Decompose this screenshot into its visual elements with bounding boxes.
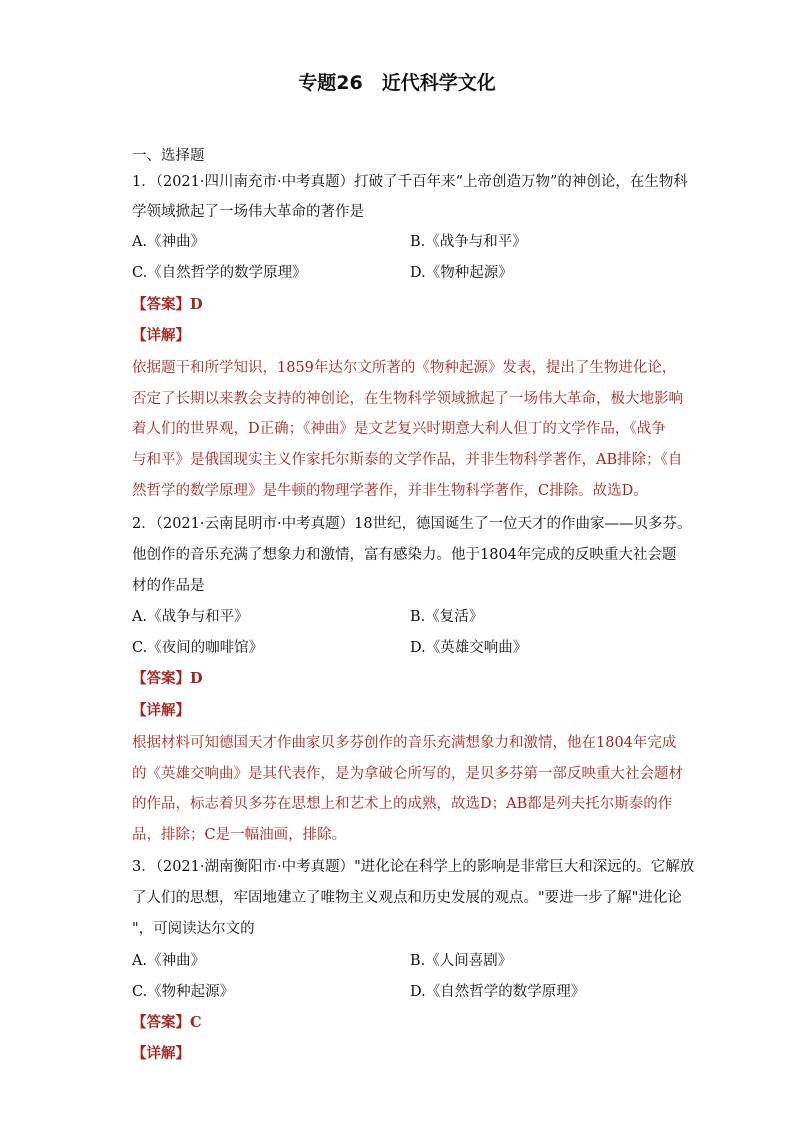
q1-stem-line-2: 学领域掀起了一场伟大革命的著作是 xyxy=(132,204,364,220)
q2-detail-line-3: 的作品，标志着贝多芬在思想上和艺术上的成熟，故选D；AB都是列夫托尔斯泰的作 xyxy=(132,796,673,812)
q1-option-b: B.《战争与和平》 xyxy=(410,234,527,250)
q2-option-b: B.《复活》 xyxy=(410,609,484,625)
q3-detail-label: 【详解】 xyxy=(132,1045,190,1062)
q2-detail-line-2: 的《英雄交响曲》是其代表作，是为拿破仑所写的，是贝多芬第一部反映重大社会题材 xyxy=(132,766,683,782)
q2-stem-line-3: 材的作品是 xyxy=(132,578,205,594)
q3-option-a: A.《神曲》 xyxy=(132,953,206,969)
q3-answer: 【答案】C xyxy=(132,1014,202,1031)
q3-stem-line-1: 3．（2021·湖南衡阳市·中考真题）"进化论在科学上的影响是非常巨大和深远的。它解放 xyxy=(132,859,695,875)
q3-option-d: D.《自然哲学的数学原理》 xyxy=(410,984,586,1000)
q1-detail-label: 【详解】 xyxy=(132,327,190,344)
q1-detail-line-1: 依据题干和所学知识，1859年达尔文所著的《物种起源》发表，提出了生物进化论， xyxy=(132,360,677,376)
q2-detail-label: 【详解】 xyxy=(132,702,190,719)
q2-option-a: A.《战争与和平》 xyxy=(132,609,249,625)
q1-stem-line-1: 1．（2021·四川南充市·中考真题）打破了千百年来“上帝创造万物”的神创论，在生物科 xyxy=(132,174,688,190)
q3-stem-line-3: "，可阅读达尔文的 xyxy=(132,921,255,937)
page-title: 专题26 近代科学文化 xyxy=(298,72,496,94)
q2-answer: 【答案】D xyxy=(132,670,203,687)
q2-option-d: D.《英雄交响曲》 xyxy=(410,640,528,656)
q1-answer: 【答案】D xyxy=(132,296,203,313)
q2-stem-line-2: 他创作的音乐充满了想象力和激情，富有感染力。他于1804年完成的反映重大社会题 xyxy=(132,547,677,563)
q1-detail-line-2: 否定了长期以来教会支持的神创论，在生物科学领域掀起了一场伟大革命，极大地影响 xyxy=(132,391,683,407)
q2-detail-line-1: 根据材料可知德国天才作曲家贝多芬创作的音乐充满想象力和激情，他在1804年完成 xyxy=(132,735,677,751)
q2-detail-line-4: 品，排除；C是一幅油画，排除。 xyxy=(132,827,347,843)
q1-option-a: A.《神曲》 xyxy=(132,234,206,250)
q3-option-b: B.《人间喜剧》 xyxy=(410,953,513,969)
q2-stem-line-1: 2．（2021·云南昆明市·中考真题）18世纪，德国诞生了一位天才的作曲家——贝多芬。 xyxy=(132,516,692,532)
q1-option-d: D.《物种起源》 xyxy=(410,265,513,281)
q1-detail-line-3: 着人们的世界观，D正确；《神曲》是文艺复兴时期意大利人但丁的文学作品，《战争 xyxy=(132,421,666,437)
q3-option-c: C.《物种起源》 xyxy=(132,984,235,1000)
q1-detail-line-5: 然哲学的数学原理》是牛顿的物理学著作，并非生物科学著作，C排除。故选D。 xyxy=(132,483,648,499)
q1-option-c: C.《自然哲学的数学原理》 xyxy=(132,265,307,281)
q2-option-c: C.《夜间的咖啡馆》 xyxy=(132,640,264,656)
q3-stem-line-2: 了人们的思想，牢固地建立了唯物主义观点和历史发展的观点。"要进一步了解"进化论 xyxy=(132,890,682,906)
q1-detail-line-4: 与和平》是俄国现实主义作家托尔斯泰的文学作品，并非生物科学著作，AB排除；《自 xyxy=(132,452,683,468)
section-heading: 一、选择题 xyxy=(132,148,205,164)
